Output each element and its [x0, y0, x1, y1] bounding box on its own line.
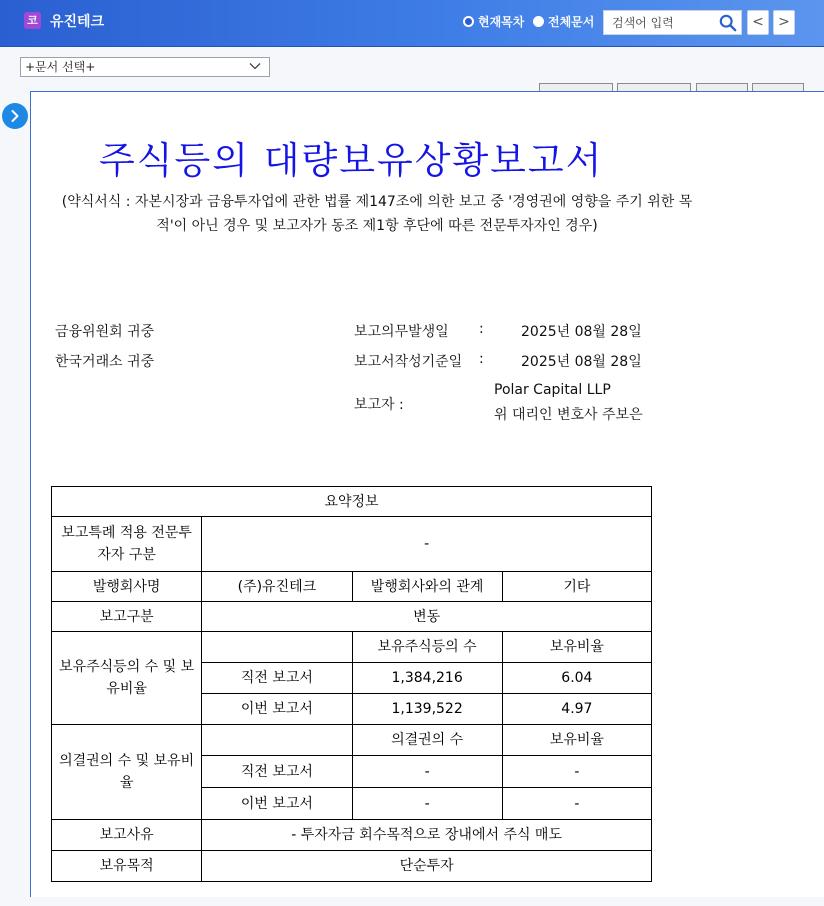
table-row: [52, 572, 652, 602]
company-name: 유진테크: [50, 14, 105, 30]
voting-prev-ratio: -: [502, 756, 651, 788]
obligation-date-value: 2025년 08월 28일: [521, 324, 642, 340]
chevron-right-icon: [2, 103, 28, 129]
search-box[interactable]: [603, 10, 742, 35]
relation-value: 기타: [502, 572, 651, 602]
summary-caption: 요약정보: [52, 487, 652, 517]
empty-cell: [202, 632, 352, 663]
radio-unselected-icon[interactable]: [533, 16, 544, 27]
holdings-this-count: 1,139,522: [352, 694, 502, 725]
voting-ratio-header: 보유비율: [502, 725, 651, 756]
voting-count-header: 의결권의 수: [352, 725, 502, 756]
basis-date-label: 보고서작성기준일: [354, 354, 463, 370]
radio-all-docs[interactable]: [533, 13, 594, 30]
table-row: [52, 602, 652, 632]
document-select[interactable]: [20, 57, 270, 77]
document-viewer: [30, 91, 824, 897]
holdings-this-label: 이번 보고서: [202, 694, 352, 725]
holdings-label: 보유주식등의 수 및 보유비율: [52, 632, 202, 725]
voting-this-ratio: -: [502, 788, 651, 820]
issuer-label: 발행회사명: [52, 572, 202, 602]
voting-prev-count: -: [352, 756, 502, 788]
issuer-value: (주)유진테크: [202, 572, 352, 602]
table-row: [52, 851, 652, 882]
prev-button[interactable]: <: [747, 10, 769, 35]
recipient-krx: 한국거래소 귀중: [55, 354, 155, 370]
report-type-value: 변동: [202, 602, 652, 632]
search-icon[interactable]: [719, 14, 737, 32]
table-row: [52, 820, 652, 851]
purpose-label: 보유목적: [52, 851, 202, 882]
holdings-this-ratio: 4.97: [502, 694, 651, 725]
voting-this-count: -: [352, 788, 502, 820]
relation-label: 발행회사와의 관계: [352, 572, 502, 602]
holdings-prev-count: 1,384,216: [352, 663, 502, 694]
reporter-label: 보고자 :: [354, 397, 404, 413]
next-button[interactable]: >: [773, 10, 795, 35]
sidebar-toggle-button[interactable]: [2, 103, 28, 129]
table-row: [52, 517, 652, 572]
obligation-date-label: 보고의무발생일: [354, 324, 449, 340]
company-logo-icon: 코: [24, 12, 41, 29]
top-bar: [0, 0, 824, 47]
special-label: 보고특례 적용 전문투자자 구분: [52, 517, 202, 572]
holdings-prev-ratio: 6.04: [502, 663, 651, 694]
obligation-date-colon: :: [479, 321, 484, 337]
basis-date-value: 2025년 08월 28일: [521, 354, 642, 370]
reason-value: - 투자자금 회수목적으로 장내에서 주식 매도: [202, 820, 652, 851]
holdings-count-header: 보유주식등의 수: [352, 632, 502, 663]
radio-all-label: 전체문서: [548, 15, 595, 29]
page-title: 주식등의 대량보유상황보고서: [99, 139, 604, 182]
report-type-label: 보고구분: [52, 602, 202, 632]
purpose-value: 단순투자: [202, 851, 652, 882]
holdings-ratio-header: 보유비율: [502, 632, 651, 663]
voting-prev-label: 직전 보고서: [202, 756, 352, 788]
reporter-agent: 위 대리인 변호사 주보은: [494, 407, 643, 423]
radio-current-label: 현재목차: [478, 15, 525, 29]
basis-date-colon: :: [479, 351, 484, 367]
special-value: -: [202, 517, 652, 572]
document-subtitle: (약식서식 : 자본시장과 금융투자업에 관한 법률 제147조에 의한 보고 중 '경영권에 영향을 주기 위한 목적'이 아닌 경우 및 보고자가 동조 제1항 후단에 따른 전문투자자인 경우): [61, 194, 693, 234]
radio-selected-icon[interactable]: [463, 16, 474, 27]
search-input[interactable]: [604, 11, 712, 34]
chevron-down-icon: [249, 60, 261, 72]
voting-this-label: 이번 보고서: [202, 788, 352, 820]
table-row: [52, 632, 652, 663]
table-row: [52, 487, 652, 517]
reporter-name: Polar Capital LLP: [494, 382, 611, 398]
voting-label: 의결권의 수 및 보유비율: [52, 725, 202, 820]
recipient-fsc: 금융위원회 귀중: [55, 324, 155, 340]
radio-current-toc[interactable]: [463, 13, 524, 30]
document-select-value: +문서 선택+: [25, 60, 96, 74]
summary-table: [51, 486, 652, 882]
empty-cell: [202, 725, 352, 756]
reason-label: 보고사유: [52, 820, 202, 851]
holdings-prev-label: 직전 보고서: [202, 663, 352, 694]
table-row: [52, 725, 652, 756]
